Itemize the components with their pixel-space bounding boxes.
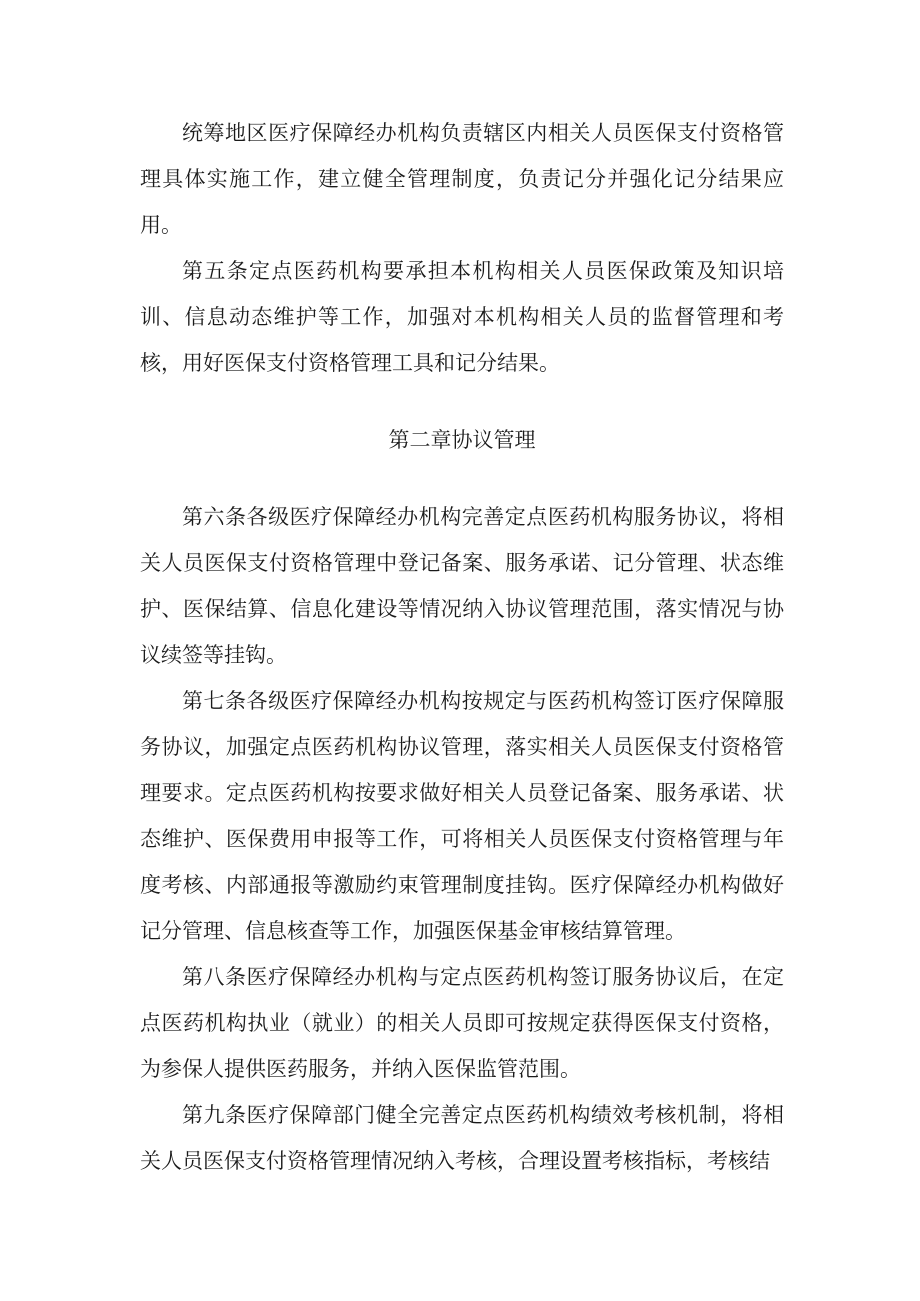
paragraph-article-7: 第七条各级医疗保障经办机构按规定与医药机构签订医疗保障服务协议，加强定点医药机构协议管理，落实相关人员医保支付资格管理要求。定点医药机构按要求做好相关人员登记备案、服务承诺、状态维护、医保费用申报等工作，可将相关人员医保支付资格管理与年度考核、内部通报等激励约束管理制度挂钩。医疗保障经办机构做好记分管理、信息核查等工作，加强医保基金审核结算管理。 [140,689,784,943]
paragraph-article-5: 第五条定点医药机构要承担本机构相关人员医保政策及知识培训、信息动态维护等工作，加强对本机构相关人员的监督管理和考核，用好医保支付资格管理工具和记分结果。 [140,259,784,375]
document-body [140,110,784,1184]
paragraph-article-9: 第九条医疗保障部门健全完善定点医药机构绩效考核机制，将相关人员医保支付资格管理情况纳入考核，合理设置考核指标，考核结 [140,1103,784,1173]
paragraph-article-8: 第八条医疗保障经办机构与定点医药机构签订服务协议后，在定点医药机构执业（就业）的相关人员即可按规定获得医保支付资格，为参保人提供医药服务，并纳入医保监管范围。 [140,965,784,1081]
chapter-title: 第二章协议管理 [388,428,536,452]
paragraph-article-6: 第六条各级医疗保障经办机构完善定点医药机构服务协议，将相关人员医保支付资格管理中登记备案、服务承诺、记分管理、状态维护、医保结算、信息化建设等情况纳入协议管理范围，落实情况与协议续签等挂钩。 [140,505,784,667]
paragraph-article-4-continued: 统筹地区医疗保障经办机构负责辖区内相关人员医保支付资格管理具体实施工作，建立健全管理制度，负责记分并强化记分结果应用。 [140,121,784,237]
